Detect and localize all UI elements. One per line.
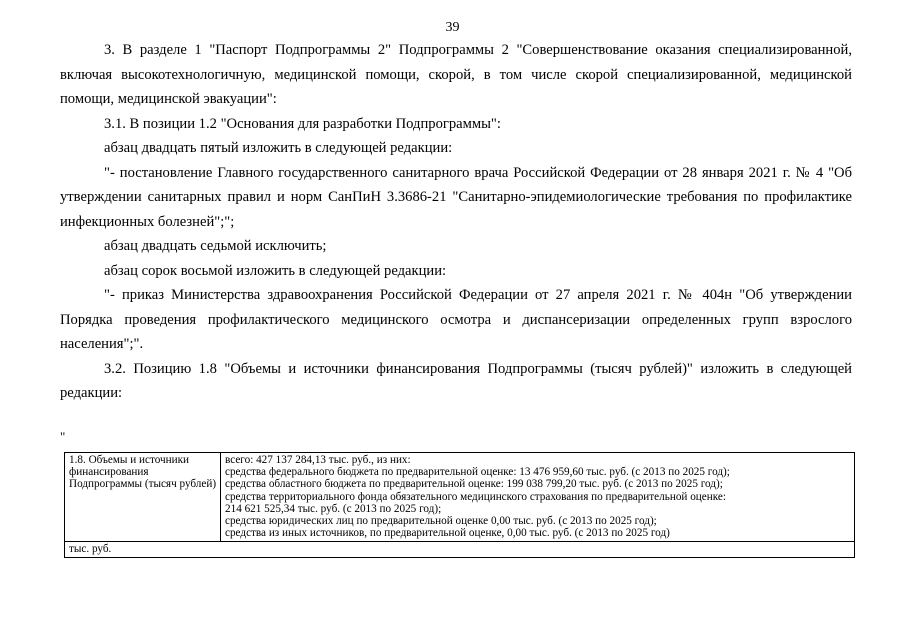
financing-federal-line: средства федерального бюджета по предварительной оценке: 13 476 959,60 тыс. руб. (с 2013 по 2025 год); xyxy=(225,466,730,479)
paragraph-item-3-1: 3.1. В позиции 1.2 "Основания для разработки Подпрограммы": xyxy=(104,115,501,132)
opening-quote-mark: " xyxy=(60,429,66,444)
page-number: 39 xyxy=(445,20,460,35)
financing-other-sources-line: средства из иных источников, по предварительной оценке, 0,00 тыс. руб. (с 2013 по 2025 год) xyxy=(225,527,670,540)
paragraph-item-3-2: 3.2. Позицию 1.8 "Объемы и источники финансирования Подпрограммы (тысяч рублей)" изложить в следующей редакции: xyxy=(60,360,852,401)
table-footer-cell: тыс. руб. xyxy=(65,542,855,557)
financing-regional-line: средства областного бюджета по предварительной оценке: 199 038 799,20 тыс. руб. (с 2013 по 2025 год); xyxy=(225,478,723,491)
paragraph-exclude-27: абзац двадцать седьмой исключить; xyxy=(104,238,327,254)
paragraph-amend-48: абзац сорок восьмой изложить в следующей редакции: xyxy=(104,262,447,279)
table-label-cell: 1.8. Объемы и источники финансирования Подпрограммы (тысяч рублей) xyxy=(65,453,221,542)
paragraph-quote-order-404n: "- приказ Министерства здравоохранения Российской Федерации от 27 апреля 2021 г. № 404н "Об утверждении Порядка проведения профилактического медицинского осмотра и диспансеризации определенных групп взрослого населения";". xyxy=(60,287,852,352)
table-row xyxy=(65,453,855,542)
financing-table xyxy=(64,452,855,558)
table-content-cell xyxy=(221,453,855,542)
paragraph-section-3: 3. В разделе 1 "Паспорт Подпрограммы 2" Подпрограммы 2 "Совершенствование оказания специализированной, включая высокотехнологичную, медицинской помощи, скорой, в том числе скорой специализированной, медицинской помощи, медицинской эвакуации": xyxy=(60,42,852,107)
financing-total-line: всего: 427 137 284,13 тыс. руб., из них: xyxy=(225,454,411,466)
financing-legal-entities-line: средства юридических лиц по предварительной оценке 0,00 тыс. руб. (с 2013 по 2025 год); xyxy=(225,515,657,528)
document-body xyxy=(60,38,852,406)
table-row xyxy=(65,542,855,557)
paragraph-amend-25: абзац двадцать пятый изложить в следующей редакции: xyxy=(104,140,453,156)
financing-oms-amount-line: 214 621 525,34 тыс. руб. (с 2013 по 2025 год); xyxy=(225,502,442,515)
paragraph-quote-sanpin: "- постановление Главного государственного санитарного врача Российской Федерации от 28 января 2021 г. № 4 "Об утверждении санитарных правил и норм СанПиН 3.3686-21 "Санитарно-эпидемиологические требования по профилактике инфекционных болезней";"; xyxy=(60,164,852,230)
financing-oms-line: средства территориального фонда обязательного медицинского страхования по предварительной оценке: xyxy=(225,490,726,503)
